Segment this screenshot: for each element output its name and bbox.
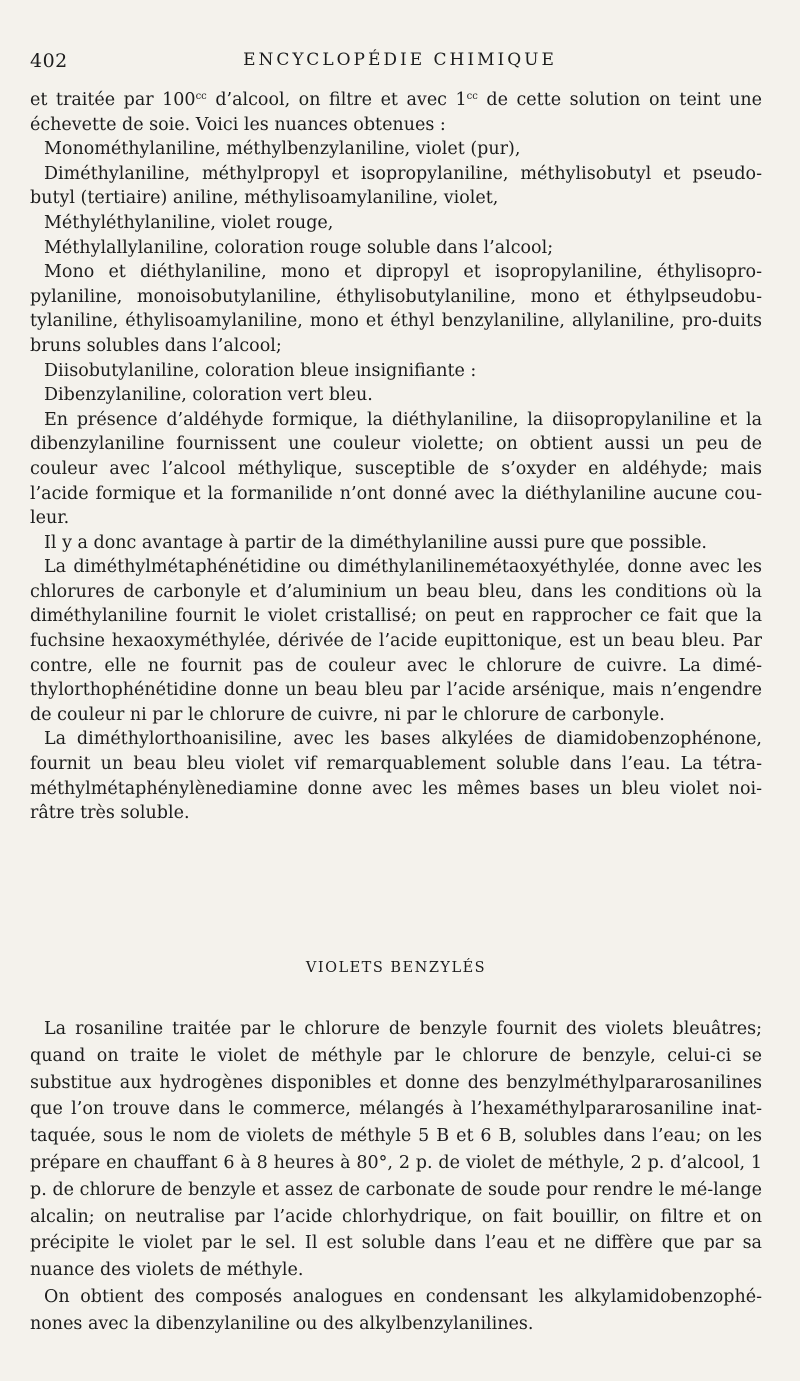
page-number: 402 <box>30 50 68 72</box>
paragraph-formique: En présence d’aldéhyde formique, la diéthylaniline, la diisopropylaniline et la dibenzylaniline fournissent une couleur violette; on obtient aussi un peu de couleur avec l’alcool méthylique, susceptible de s’oxyder en aldéhyde; mais l’acide formique et la formanilide n’ont donné avec la diéthylaniline aucune cou-leur. <box>30 409 762 529</box>
intro-text-a: et traitée par 100 <box>30 90 196 110</box>
running-title: ENCYCLOPÉDIE CHIMIQUE <box>243 50 557 70</box>
paragraph-rosaniline: La rosaniline traitée par le chlorure de benzyle fournit des violets bleuâtres; quand on traite le violet de méthyle par le chlorure de benzyle, celui-ci se substitue aux hydrogènes disponibles et donne des benzylméthylpararosanilines que l’on trouve dans le commerce, mélangés à l’hexaméthylpararosaniline inat-taquée, sous le nom de violets de méthyle 5 B et 6 B, solubles dans l’eau; on les prépare en chauffant 6 à 8 heures à 80°, 2 p. de violet de méthyle, 2 p. d’alcool, 1 p. de chlorure de benzyle et assez de carbonate de soude pour rendre le mé-lange alcalin; on neutralise par l’acide chlorhydrique, on fait bouillir, on filtre et on précipite le violet par le sel. Il est soluble dans l’eau et ne diffère que par sa nuance des violets de méthyle. <box>30 1019 762 1281</box>
list-item: Dibenzylaniline, coloration vert bleu. <box>44 385 373 406</box>
list-item: Diisobutylaniline, coloration bleue insignifiante : <box>44 360 477 381</box>
section-heading: VIOLETS BENZYLÉS <box>305 960 487 976</box>
page-header <box>30 50 770 76</box>
paragraph-avantage: Il y a donc avantage à partir de la diméthylaniline aussi pure que possible. <box>44 532 707 553</box>
section-body-1 <box>30 88 762 826</box>
list-item: Méthyléthylaniline, violet rouge, <box>44 212 334 233</box>
paragraph-anisiline: La diméthylorthoanisiline, avec les bases alkylées de diamidobenzophénone, fournit un beau bleu violet vif remarquablement soluble dans l’eau. La tétra-méthylmétaphénylènediamine donne avec les mêmes bases un bleu violet noi-râtre très soluble. <box>30 729 762 824</box>
section-body-2 <box>30 1016 762 1338</box>
list-item: Diméthylaniline, méthylpropyl et isopropylaniline, méthylisobutyl et pseudo-butyl (tertiaire) aniline, méthylisoamylaniline, violet, <box>30 163 762 209</box>
paragraph-analogues: On obtient des composés analogues en condensant les alkylamidobenzophé-nones avec la dibenzylaniline ou des alkylbenzylanilines. <box>30 1286 762 1334</box>
list-item: Mono et diéthylaniline, mono et dipropyl et isopropylaniline, éthylisopro-pylaniline, monoisobutylaniline, éthylisobutylaniline, mono et éthylpseudobu-tylaniline, éthylisoamylaniline, mono et éthyl benzylaniline, allylaniline, pro-duits bruns solubles dans l’alcool; <box>30 262 762 356</box>
paragraph-phenetidine: La diméthylmétaphénétidine ou diméthylanilinemétaoxyéthylée, donne avec les chlorures de carbonyle et d’aluminium un beau bleu, dans les conditions où la diméthylaniline fournit le violet cristallisé; on peut en rapprocher ce fait que la fuchsine hexaoxyméthylée, dérivée de l’acide eupittonique, est un beau bleu. Par contre, elle ne fournit pas de couleur avec le chlorure de cuivre. La dimé-thylorthophénétidine donne un beau bleu par l’acide arsénique, mais n’engendre de couleur ni par le chlorure de cuivre, ni par le chlorure de carbonyle. <box>30 557 762 725</box>
unit-superscript: cc <box>195 91 207 102</box>
intro-text-b: d’alcool, on filtre et avec 1 <box>206 90 467 110</box>
list-item: Monométhylaniline, méthylbenzylaniline, violet (pur), <box>44 139 521 160</box>
unit-superscript: cc <box>466 91 478 102</box>
intro-text-c: de cette solution on teint une échevette de soie. Voici les nuances obtenues : <box>30 90 763 135</box>
list-item: Méthylallylaniline, coloration rouge soluble dans l’alcool; <box>44 237 554 258</box>
paragraph-intro <box>30 88 762 137</box>
